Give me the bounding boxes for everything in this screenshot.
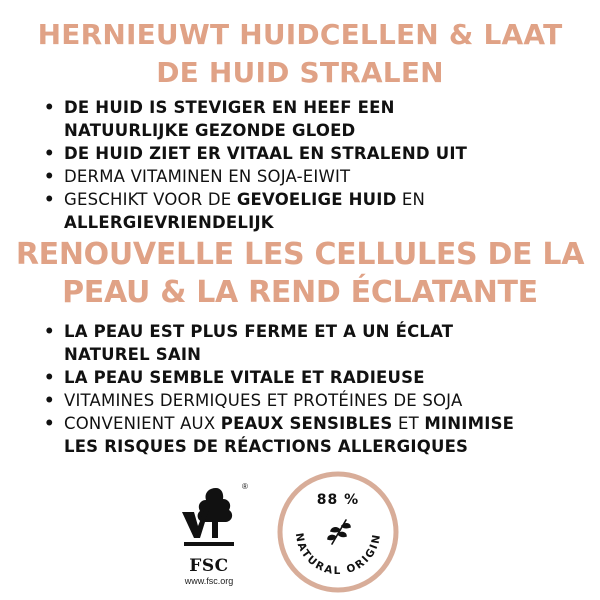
bullet-text: LA PEAU SEMBLE VITALE ET RADIEUSE (64, 368, 425, 387)
bullet-text-part: MINIMISE (424, 414, 515, 433)
bullet-dot: • (44, 144, 55, 163)
bullet-item (40, 366, 580, 389)
bullet-text: NATUREL SAIN (64, 345, 202, 364)
bullet-text: DE HUID IS STEVIGER EN HEEF EEN (64, 98, 395, 117)
bullet-list-dutch (40, 96, 580, 234)
bullet-text (64, 188, 580, 211)
fsc-tree-check-icon (178, 482, 242, 554)
bullet-text: DE HUID ZIET ER VITAAL EN STRALEND UIT (64, 144, 468, 163)
bullet-text (64, 412, 580, 435)
bullet-text: LA PEAU EST PLUS FERME ET A UN ÉCLAT (64, 322, 454, 341)
bullet-text: VITAMINES DERMIQUES ET PROTÉINES DE SOJA (64, 391, 463, 410)
heading-dutch (0, 16, 600, 92)
registered-mark: ® (242, 482, 248, 491)
natural-origin-seal (276, 470, 400, 594)
heading-dutch-line-1: HERNIEUWT HUIDCELLEN & LAAT (37, 18, 563, 51)
fsc-logo (178, 482, 258, 592)
bullet-item (40, 165, 580, 188)
bullet-dot: • (44, 190, 55, 209)
heading-french-line-1: RENOUVELLE LES CELLULES DE LA (15, 237, 585, 272)
bullet-dot: • (44, 322, 55, 341)
bullet-list-french (40, 320, 580, 458)
bullet-text-part: PEAUX SENSIBLES (220, 414, 393, 433)
bullet-item (40, 188, 580, 234)
bullet-dot: • (44, 414, 55, 433)
leaf-sprig-icon (328, 520, 350, 544)
bullet-text-part: ET (392, 414, 425, 433)
bullet-dot: • (44, 167, 55, 186)
seal-percent: 88 % (316, 492, 360, 508)
bullet-text-part: GEVOELIGE HUID (236, 190, 397, 209)
seal-ring-text: NATURAL ORIGIN (292, 532, 384, 578)
bullet-item (40, 142, 580, 165)
bullet-text: ALLERGIEVRIENDELIJK (64, 213, 274, 232)
bullet-item (40, 320, 580, 366)
bullet-text-part: EN (396, 190, 426, 209)
bullet-dot: • (44, 391, 55, 410)
bullet-dot: • (44, 98, 55, 117)
bullet-text-part: GESCHIKT VOOR DE (64, 190, 237, 209)
bullet-text: LES RISQUES DE RÉACTIONS ALLERGIQUES (64, 437, 469, 456)
heading-french (0, 236, 600, 312)
bullet-item (40, 389, 580, 412)
fsc-url: www.fsc.org (184, 576, 234, 586)
heading-dutch-line-2: DE HUID STRALEN (156, 56, 444, 89)
bullet-item (40, 96, 580, 142)
bullet-text: NATUURLIJKE GEZONDE GLOED (64, 121, 356, 140)
heading-french-line-2: PEAU & LA REND ÉCLATANTE (62, 275, 538, 310)
bullet-dot: • (44, 368, 55, 387)
seal-graphic (276, 470, 400, 594)
bullet-text-part: CONVENIENT AUX (64, 414, 221, 433)
fsc-label: FSC (189, 556, 229, 576)
bullet-text: DERMA VITAMINEN EN SOJA-EIWIT (64, 167, 351, 186)
bullet-item (40, 412, 580, 458)
